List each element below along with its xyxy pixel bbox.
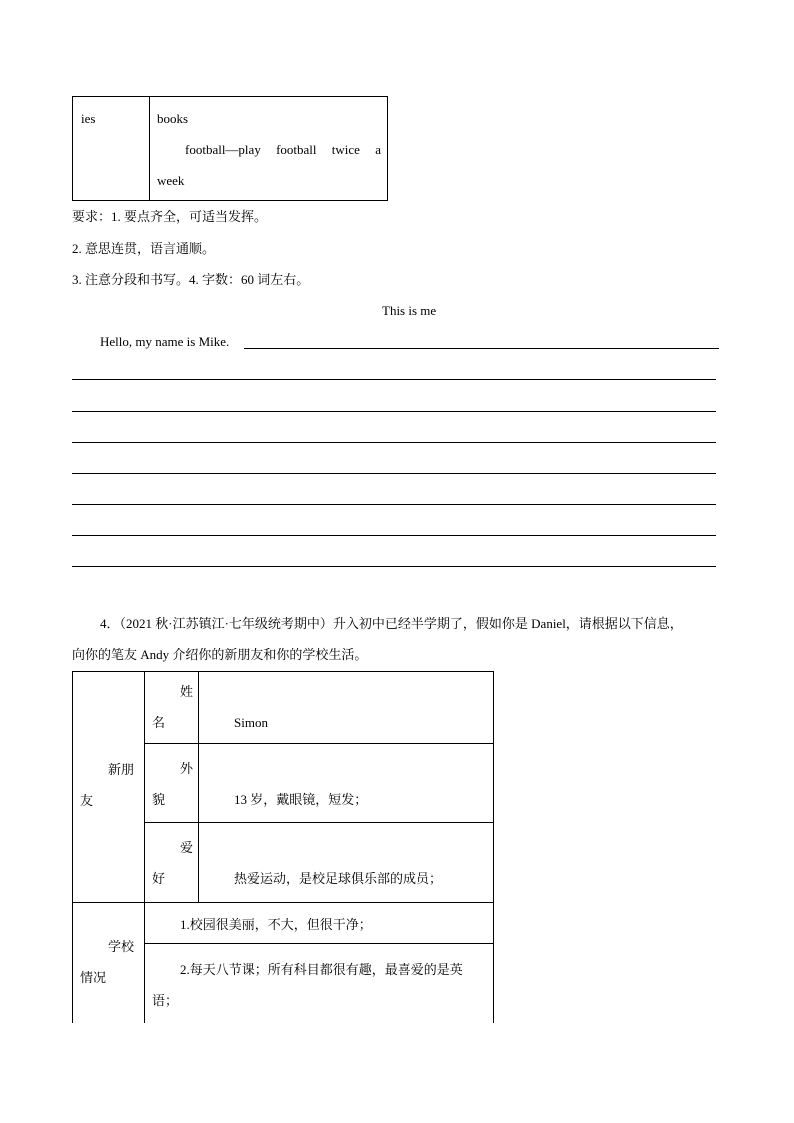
writing-line[interactable] (72, 566, 716, 567)
table-cell-word: football—play (185, 142, 261, 157)
table-cell-justified-line (185, 142, 381, 158)
row-label: 名 (152, 715, 166, 730)
group-label: 学校 (108, 939, 135, 954)
table-cell-word: football (276, 142, 317, 157)
essay-opening: Hello, my name is Mike. (100, 334, 230, 349)
table-row-divider (144, 822, 494, 823)
group-label: 情况 (80, 970, 107, 985)
question-text: 4．（2021 秋·江苏镇江·七年级统考期中）升入初中已经半学期了，假如你是 Daniel，请根据以下信息， (100, 616, 683, 631)
essay-title: This is me (382, 303, 437, 318)
table-row-divider (72, 902, 494, 903)
row-label: 爱 (180, 840, 194, 855)
school-item: 1.校园很美丽，不大，但很干净； (180, 917, 372, 932)
row-label: 姓 (180, 684, 194, 699)
writing-line[interactable] (244, 348, 719, 349)
school-item: 2.每天八节课；所有科目都很有趣，最喜爱的是英 (180, 962, 463, 977)
group-label: 新朋 (108, 762, 135, 777)
table-cell-left: ies (81, 111, 96, 126)
row-label: 貌 (152, 792, 166, 807)
requirement-line: 2. 意思连贯，语言通顺。 (72, 241, 216, 256)
table-column-divider (198, 671, 199, 902)
table-cell-line: week (157, 173, 185, 188)
table-border (72, 671, 494, 672)
table-column-divider (149, 97, 150, 200)
table-cell-word: twice (331, 142, 360, 157)
question-text: 向你的笔友 Andy 介绍你的新朋友和你的学校生活。 (72, 647, 368, 662)
row-value: 热爱运动，是校足球俱乐部的成员； (234, 871, 443, 886)
requirement-line: 要求：1. 要点齐全，可适当发挥。 (72, 209, 268, 224)
row-label: 好 (152, 871, 166, 886)
writing-line[interactable] (72, 504, 716, 505)
requirement-line: 3. 注意分段和书写。4. 字数：60 词左右。 (72, 272, 310, 287)
table-row-divider (144, 943, 494, 944)
group-label: 友 (80, 793, 94, 808)
table-row-divider (144, 743, 494, 744)
writing-line[interactable] (72, 473, 716, 474)
row-label: 外 (180, 761, 194, 776)
table-border (72, 671, 73, 1023)
writing-line[interactable] (72, 535, 716, 536)
writing-line[interactable] (72, 442, 716, 443)
table-column-divider (144, 671, 145, 1023)
writing-line[interactable] (72, 379, 716, 380)
row-value: 13 岁，戴眼镜，短发； (234, 792, 368, 807)
info-table-bottom (72, 671, 494, 1023)
writing-line[interactable] (72, 411, 716, 412)
school-item: 语； (152, 993, 179, 1008)
row-value: Simon (234, 715, 268, 730)
table-border (493, 671, 494, 1023)
table-cell-word: a (375, 142, 381, 157)
info-table-top (72, 96, 388, 201)
table-cell-line: books (157, 111, 189, 126)
